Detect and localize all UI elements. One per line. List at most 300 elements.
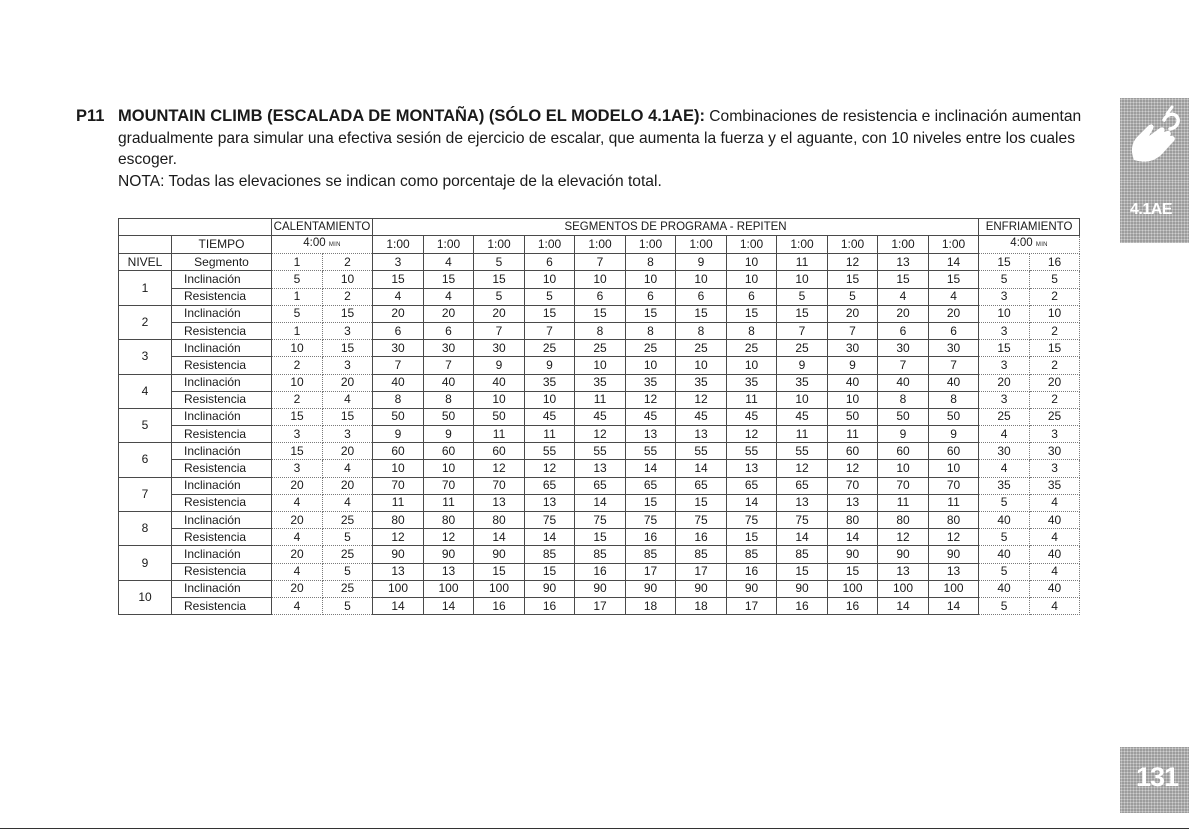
incline-value: 15 <box>272 443 323 460</box>
resistance-value: 8 <box>575 322 626 339</box>
resistance-value: 14 <box>626 460 676 477</box>
segment-number: 6 <box>525 254 575 271</box>
resistance-value: 12 <box>424 529 474 546</box>
resistance-value: 4 <box>929 288 979 305</box>
resistance-value: 4 <box>323 391 373 408</box>
segment-number: 16 <box>1030 254 1080 271</box>
incline-value: 85 <box>727 546 777 563</box>
incline-row <box>119 305 1080 322</box>
incline-value: 50 <box>878 408 929 425</box>
resistance-value: 11 <box>373 494 424 511</box>
incline-value: 90 <box>525 580 575 597</box>
incline-value: 85 <box>626 546 676 563</box>
resistance-value: 5 <box>525 288 575 305</box>
segment-number: 9 <box>676 254 727 271</box>
incline-value: 100 <box>828 580 878 597</box>
incline-value: 75 <box>575 512 626 529</box>
resistance-value: 16 <box>777 597 828 614</box>
incline-value: 80 <box>474 512 525 529</box>
incline-value: 15 <box>323 340 373 357</box>
incline-value: 40 <box>979 580 1030 597</box>
resistance-value: 11 <box>878 494 929 511</box>
resistance-value: 13 <box>373 563 424 580</box>
incline-value: 70 <box>424 477 474 494</box>
resistance-value: 13 <box>777 494 828 511</box>
incline-value: 20 <box>1030 374 1080 391</box>
incline-value: 55 <box>777 443 828 460</box>
incline-value: 70 <box>474 477 525 494</box>
resistance-label: Resistencia <box>172 426 272 443</box>
incline-value: 75 <box>676 512 727 529</box>
segment-number: 11 <box>777 254 828 271</box>
resistance-value: 12 <box>373 529 424 546</box>
warmup-time <box>272 236 373 254</box>
resistance-value: 4 <box>1030 597 1080 614</box>
resistance-value: 2 <box>1030 357 1080 374</box>
resistance-value: 7 <box>424 357 474 374</box>
resistance-value: 3 <box>272 426 323 443</box>
incline-value: 10 <box>575 271 626 288</box>
resistance-value: 3 <box>1030 460 1080 477</box>
incline-value: 25 <box>777 340 828 357</box>
resistance-value: 15 <box>828 563 878 580</box>
resistance-value: 14 <box>777 529 828 546</box>
resistance-value: 3 <box>979 391 1030 408</box>
segment-time: 1:00 <box>626 236 676 254</box>
incline-value: 15 <box>323 305 373 322</box>
resistance-value: 13 <box>424 563 474 580</box>
resistance-value: 4 <box>272 529 323 546</box>
resistance-value: 13 <box>575 460 626 477</box>
resistance-value: 10 <box>626 357 676 374</box>
segment-time: 1:00 <box>424 236 474 254</box>
program-paragraph <box>118 106 1096 192</box>
resistance-label: Resistencia <box>172 391 272 408</box>
resistance-value: 18 <box>676 597 727 614</box>
resistance-value: 8 <box>626 322 676 339</box>
incline-value: 35 <box>676 374 727 391</box>
incline-value: 90 <box>727 580 777 597</box>
resistance-label: Resistencia <box>172 288 272 305</box>
resistance-value: 2 <box>1030 391 1080 408</box>
incline-value: 30 <box>878 340 929 357</box>
program-title: MOUNTAIN CLIMB (ESCALADA DE MONTAÑA) (SÓLO EL MODELO 4.1AE): <box>118 107 705 125</box>
incline-value: 35 <box>979 477 1030 494</box>
resistance-row <box>119 391 1080 408</box>
time-row <box>119 236 1080 254</box>
resistance-value: 4 <box>1030 529 1080 546</box>
incline-value: 100 <box>929 580 979 597</box>
incline-value: 40 <box>828 374 878 391</box>
incline-value: 5 <box>1030 271 1080 288</box>
resistance-value: 11 <box>929 494 979 511</box>
resistance-value: 6 <box>626 288 676 305</box>
resistance-value: 4 <box>272 597 323 614</box>
resistance-value: 10 <box>474 391 525 408</box>
resistance-value: 14 <box>424 597 474 614</box>
incline-value: 25 <box>525 340 575 357</box>
resistance-label: Resistencia <box>172 460 272 477</box>
incline-value: 70 <box>929 477 979 494</box>
incline-value: 60 <box>424 443 474 460</box>
cooldown-time-value: 4:00 <box>1010 237 1033 250</box>
level-number: 4 <box>119 374 172 408</box>
resistance-value: 5 <box>777 288 828 305</box>
incline-value: 70 <box>878 477 929 494</box>
resistance-value: 15 <box>474 563 525 580</box>
incline-value: 90 <box>676 580 727 597</box>
resistance-row <box>119 288 1080 305</box>
resistance-value: 12 <box>474 460 525 477</box>
segment-time: 1:00 <box>929 236 979 254</box>
incline-value: 10 <box>272 374 323 391</box>
level-number: 2 <box>119 305 172 339</box>
resistance-value: 14 <box>575 494 626 511</box>
incline-value: 10 <box>525 271 575 288</box>
resistance-value: 12 <box>676 391 727 408</box>
resistance-value: 2 <box>323 288 373 305</box>
incline-value: 45 <box>626 408 676 425</box>
segment-number: 8 <box>626 254 676 271</box>
incline-value: 20 <box>323 443 373 460</box>
incline-value: 90 <box>575 580 626 597</box>
resistance-value: 6 <box>929 322 979 339</box>
incline-value: 5 <box>272 271 323 288</box>
resistance-value: 7 <box>828 322 878 339</box>
resistance-value: 16 <box>575 563 626 580</box>
incline-value: 40 <box>474 374 525 391</box>
resistance-value: 10 <box>878 460 929 477</box>
incline-value: 30 <box>1030 443 1080 460</box>
incline-value: 15 <box>272 408 323 425</box>
incline-value: 25 <box>727 340 777 357</box>
incline-value: 50 <box>929 408 979 425</box>
segment-number: 10 <box>727 254 777 271</box>
incline-value: 35 <box>727 374 777 391</box>
resistance-value: 5 <box>979 529 1030 546</box>
incline-value: 20 <box>272 546 323 563</box>
incline-value: 10 <box>676 271 727 288</box>
resistance-value: 7 <box>525 322 575 339</box>
segment-number: 3 <box>373 254 424 271</box>
incline-value: 55 <box>626 443 676 460</box>
warmup-time-value: 4:00 <box>303 237 326 250</box>
resistance-value: 8 <box>424 391 474 408</box>
level-number: 9 <box>119 546 172 580</box>
incline-value: 25 <box>323 512 373 529</box>
resistance-value: 14 <box>929 597 979 614</box>
resistance-row <box>119 563 1080 580</box>
resistance-value: 15 <box>626 494 676 511</box>
incline-value: 90 <box>777 580 828 597</box>
segment-number: 1 <box>272 254 323 271</box>
incline-value: 90 <box>424 546 474 563</box>
incline-value: 50 <box>474 408 525 425</box>
resistance-value: 2 <box>1030 322 1080 339</box>
incline-value: 10 <box>626 271 676 288</box>
resistance-value: 3 <box>979 322 1030 339</box>
blank-cell <box>119 236 172 254</box>
incline-value: 55 <box>575 443 626 460</box>
incline-value: 5 <box>979 271 1030 288</box>
incline-value: 60 <box>878 443 929 460</box>
resistance-value: 4 <box>979 460 1030 477</box>
incline-value: 30 <box>424 340 474 357</box>
incline-value: 40 <box>878 374 929 391</box>
model-tab <box>1120 181 1189 243</box>
resistance-value: 14 <box>525 529 575 546</box>
resistance-value: 3 <box>323 322 373 339</box>
resistance-value: 10 <box>525 391 575 408</box>
incline-value: 30 <box>828 340 878 357</box>
incline-value: 45 <box>575 408 626 425</box>
resistance-value: 16 <box>727 563 777 580</box>
incline-label: Inclinación <box>172 580 272 597</box>
incline-value: 40 <box>1030 546 1080 563</box>
resistance-value: 12 <box>575 426 626 443</box>
incline-value: 85 <box>525 546 575 563</box>
incline-value: 15 <box>323 408 373 425</box>
resistance-label: Resistencia <box>172 563 272 580</box>
incline-label: Inclinación <box>172 408 272 425</box>
page-number: 131 <box>1136 762 1179 792</box>
resistance-value: 15 <box>525 563 575 580</box>
incline-value: 40 <box>1030 580 1080 597</box>
incline-value: 55 <box>525 443 575 460</box>
incline-value: 10 <box>777 271 828 288</box>
segment-number: 5 <box>474 254 525 271</box>
resistance-value: 12 <box>777 460 828 477</box>
incline-value: 75 <box>626 512 676 529</box>
incline-value: 25 <box>323 546 373 563</box>
program-code: P11 <box>76 107 105 125</box>
incline-value: 100 <box>474 580 525 597</box>
resistance-row <box>119 426 1080 443</box>
resistance-value: 11 <box>575 391 626 408</box>
resistance-value: 14 <box>878 597 929 614</box>
incline-value: 15 <box>979 340 1030 357</box>
incline-value: 55 <box>676 443 727 460</box>
segment-time: 1:00 <box>727 236 777 254</box>
resistance-value: 12 <box>878 529 929 546</box>
incline-value: 15 <box>929 271 979 288</box>
incline-label: Inclinación <box>172 477 272 494</box>
incline-value: 75 <box>525 512 575 529</box>
incline-value: 20 <box>828 305 878 322</box>
incline-value: 35 <box>1030 477 1080 494</box>
incline-value: 45 <box>777 408 828 425</box>
incline-value: 100 <box>878 580 929 597</box>
incline-value: 35 <box>777 374 828 391</box>
resistance-row <box>119 460 1080 477</box>
incline-value: 60 <box>929 443 979 460</box>
level-number: 5 <box>119 408 172 442</box>
incline-value: 40 <box>979 546 1030 563</box>
level-number: 6 <box>119 443 172 477</box>
resistance-value: 12 <box>727 426 777 443</box>
segment-time: 1:00 <box>828 236 878 254</box>
incline-value: 65 <box>626 477 676 494</box>
resistance-value: 4 <box>272 563 323 580</box>
segment-time: 1:00 <box>777 236 828 254</box>
resistance-value: 3 <box>979 288 1030 305</box>
incline-value: 75 <box>727 512 777 529</box>
resistance-value: 4 <box>878 288 929 305</box>
resistance-value: 9 <box>373 426 424 443</box>
resistance-value: 11 <box>525 426 575 443</box>
model-tab-label: 4.1AE <box>1130 201 1172 218</box>
resistance-value: 14 <box>828 529 878 546</box>
resistance-value: 11 <box>424 494 474 511</box>
program-note: NOTA: Todas las elevaciones se indican como porcentaje de la elevación total. <box>118 172 662 190</box>
resistance-value: 12 <box>626 391 676 408</box>
segment-number: 13 <box>878 254 929 271</box>
blank-header-cell <box>119 219 272 236</box>
segment-time: 1:00 <box>373 236 424 254</box>
resistance-value: 13 <box>676 426 727 443</box>
incline-row <box>119 374 1080 391</box>
resistance-value: 4 <box>323 494 373 511</box>
resistance-value: 10 <box>373 460 424 477</box>
incline-value: 35 <box>626 374 676 391</box>
resistance-value: 13 <box>828 494 878 511</box>
incline-value: 65 <box>575 477 626 494</box>
segment-time: 1:00 <box>676 236 727 254</box>
incline-value: 75 <box>777 512 828 529</box>
level-number: 10 <box>119 580 172 614</box>
resistance-value: 4 <box>1030 494 1080 511</box>
resistance-value: 7 <box>878 357 929 374</box>
resistance-value: 17 <box>626 563 676 580</box>
incline-value: 15 <box>777 305 828 322</box>
resistance-value: 17 <box>676 563 727 580</box>
resistance-value: 10 <box>575 357 626 374</box>
resistance-value: 10 <box>777 391 828 408</box>
resistance-value: 7 <box>929 357 979 374</box>
resistance-value: 4 <box>424 288 474 305</box>
incline-value: 25 <box>323 580 373 597</box>
resistance-value: 17 <box>727 597 777 614</box>
incline-value: 65 <box>727 477 777 494</box>
resistance-value: 3 <box>323 357 373 374</box>
resistance-value: 3 <box>272 460 323 477</box>
resistance-label: Resistencia <box>172 597 272 614</box>
resistance-value: 8 <box>929 391 979 408</box>
incline-value: 35 <box>525 374 575 391</box>
incline-value: 15 <box>1030 340 1080 357</box>
incline-label: Inclinación <box>172 546 272 563</box>
resistance-label: Resistencia <box>172 357 272 374</box>
incline-value: 55 <box>727 443 777 460</box>
resistance-value: 8 <box>373 391 424 408</box>
resistance-value: 7 <box>777 322 828 339</box>
incline-value: 65 <box>525 477 575 494</box>
resistance-label: Resistencia <box>172 529 272 546</box>
resistance-value: 16 <box>626 529 676 546</box>
incline-value: 50 <box>828 408 878 425</box>
incline-value: 85 <box>575 546 626 563</box>
resistance-value: 10 <box>828 391 878 408</box>
segment-row <box>119 254 1080 271</box>
segments-header: SEGMENTOS DE PROGRAMA - REPITEN <box>373 219 979 236</box>
segment-number: 2 <box>323 254 373 271</box>
resistance-row <box>119 494 1080 511</box>
resistance-value: 14 <box>727 494 777 511</box>
cooldown-header: ENFRIAMIENTO <box>979 219 1080 236</box>
resistance-value: 18 <box>626 597 676 614</box>
resistance-row <box>119 322 1080 339</box>
resistance-value: 5 <box>323 563 373 580</box>
resistance-value: 13 <box>525 494 575 511</box>
resistance-value: 13 <box>626 426 676 443</box>
resistance-value: 9 <box>525 357 575 374</box>
resistance-row <box>119 597 1080 614</box>
resistance-value: 5 <box>979 597 1030 614</box>
resistance-value: 5 <box>323 597 373 614</box>
incline-value: 50 <box>424 408 474 425</box>
segment-label: Segmento <box>172 254 272 271</box>
incline-row <box>119 580 1080 597</box>
resistance-row <box>119 357 1080 374</box>
resistance-value: 13 <box>878 563 929 580</box>
incline-value: 45 <box>676 408 727 425</box>
resistance-value: 1 <box>272 288 323 305</box>
segment-number: 4 <box>424 254 474 271</box>
incline-value: 20 <box>878 305 929 322</box>
resistance-value: 17 <box>575 597 626 614</box>
resistance-value: 12 <box>929 529 979 546</box>
segment-time: 1:00 <box>525 236 575 254</box>
page-number-tab <box>1120 747 1189 813</box>
resistance-value: 10 <box>676 357 727 374</box>
cooldown-time-unit: MIN <box>1035 242 1048 249</box>
incline-value: 15 <box>676 305 727 322</box>
time-label: TIEMPO <box>172 236 272 254</box>
incline-value: 60 <box>474 443 525 460</box>
resistance-value: 9 <box>777 357 828 374</box>
resistance-value: 11 <box>828 426 878 443</box>
incline-value: 15 <box>575 305 626 322</box>
incline-value: 30 <box>474 340 525 357</box>
incline-value: 15 <box>474 271 525 288</box>
incline-label: Inclinación <box>172 271 272 288</box>
cooldown-time <box>979 236 1080 254</box>
incline-value: 25 <box>575 340 626 357</box>
incline-value: 80 <box>929 512 979 529</box>
incline-value: 15 <box>373 271 424 288</box>
incline-value: 15 <box>828 271 878 288</box>
resistance-value: 10 <box>727 357 777 374</box>
resistance-value: 5 <box>979 563 1030 580</box>
incline-value: 15 <box>525 305 575 322</box>
incline-value: 20 <box>474 305 525 322</box>
resistance-value: 6 <box>575 288 626 305</box>
resistance-value: 1 <box>272 322 323 339</box>
resistance-value: 9 <box>828 357 878 374</box>
incline-value: 30 <box>929 340 979 357</box>
program-table <box>118 218 1080 615</box>
resistance-value: 11 <box>474 426 525 443</box>
resistance-value: 9 <box>878 426 929 443</box>
incline-label: Inclinación <box>172 443 272 460</box>
incline-value: 10 <box>272 340 323 357</box>
resistance-value: 5 <box>323 529 373 546</box>
incline-value: 25 <box>1030 408 1080 425</box>
incline-value: 70 <box>373 477 424 494</box>
incline-value: 100 <box>424 580 474 597</box>
resistance-value: 8 <box>727 322 777 339</box>
incline-row <box>119 271 1080 288</box>
